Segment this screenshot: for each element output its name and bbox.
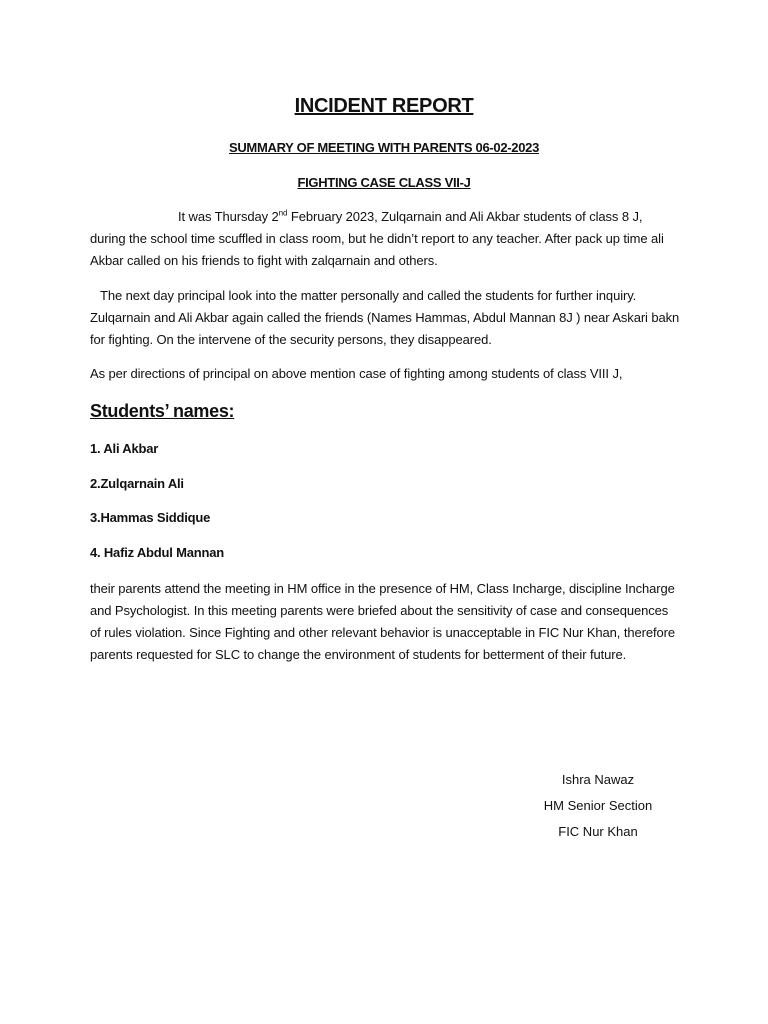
paragraph-incident xyxy=(90,206,680,272)
date-ordinal-suffix: nd xyxy=(278,208,288,218)
student-item-2: 2.Zulqarnain Ali xyxy=(90,476,184,491)
report-title: INCIDENT REPORT xyxy=(294,95,474,117)
students-heading: Students’ names: xyxy=(90,401,235,421)
case-title: FIGHTING CASE CLASS VII-J xyxy=(297,175,471,190)
signatory-designation: HM Senior Section xyxy=(543,798,653,813)
signatory-name: Ishra Nawaz xyxy=(561,772,635,787)
paragraph-directions: As per directions of principal on above mention case of fighting among students of class VIII J, xyxy=(90,366,623,381)
paragraph-next-day: The next day principal look into the matter personally and called the students for further inquiry. Zulqarnain and Ali Akbar again called the friends (Names Hammas, Abdul Mannan 8J ) near Askari bakn for fighting. On the intervene of the security persons, they disappeared. xyxy=(90,288,680,347)
paragraph-incident-rest: February 2023, Zulqarnain and Ali Akbar students of class 8 J, during the school time scuffled in class room, but he didn’t report to any teacher. After pack up time ali Akbar called on his friends to fight with zalqarnain and others. xyxy=(90,209,664,268)
student-item-1: 1. Ali Akbar xyxy=(90,441,159,456)
signatory-institution: FIC Nur Khan xyxy=(558,824,638,839)
student-item-3: 3.Hammas Siddique xyxy=(90,510,211,525)
paragraph-incident-start: It was Thursday 2 xyxy=(178,209,279,224)
paragraph-meeting: their parents attend the meeting in HM office in the presence of HM, Class Incharge, discipline Incharge and Psychologist. In this meeting parents were briefed about the sensitivity of case and consequences of rules violation. Since Fighting and other relevant behavior is unacceptable in FIC Nur Khan, therefore parents requested for SLC to change the environment of students for betterment of their future. xyxy=(90,581,675,662)
meeting-summary-subtitle: SUMMARY OF MEETING WITH PARENTS 06-02-2023 xyxy=(228,140,540,155)
student-item-4: 4. Hafiz Abdul Mannan xyxy=(90,545,224,560)
